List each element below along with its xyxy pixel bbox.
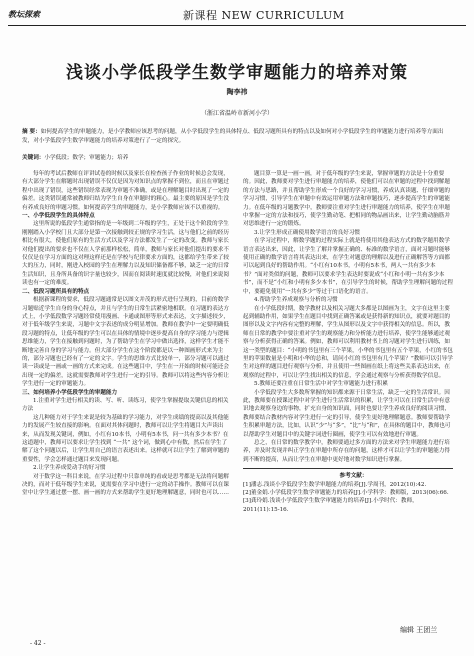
reference-item: [3]龚玲娟.浅谈小学低段学生数学审题能力的培养[J].小学时代：教师，2011(11):15-16. bbox=[243, 498, 418, 513]
right-column bbox=[243, 170, 453, 514]
section-heading: 一、小学低段学生的具体特点 bbox=[22, 213, 95, 220]
paragraph: 这几种能力对于学生来说是较为基础的学习能力，对学生成绩的提高以及其他能力的发展产生较直接的影响。在面对其体问题时，教师可以让学生将题目大声读出来，从而发现关键词，例如，小红有10本书，小明有5本书，问一共有多少本书？在这道题中，教师可以要求让学生找到 “一共” 这个词，做到心中有数，然后在学生了解了这个问题以后，让学生用自己的语言表述出来。这样就可以让学生了解到审题的重要性，学会怎样通过题目来发现问题。 bbox=[22, 414, 229, 463]
section-heading: 二、低段习题所具有的特点 bbox=[22, 288, 90, 295]
paragraph: 4.帮助学生养成观察与分析的习惯 bbox=[254, 297, 338, 304]
left-column bbox=[22, 170, 232, 498]
paragraph: 题目算一算是一画一画，对于低年级的学生来说，掌握审题的方法是十分重要的。因此，教师要对学生进行审题能力的培养，使他们可以在审题的过程中找到解题的方法与思路，并且帮助学生形成一个良好的学习习惯，养成认真读题、仔细审题的学习习惯，引导学生在审题中有效运用审题方法和审题技巧，逐步提高学生的审题能力。在低年级的习题教学中，教师要注重对学生进行审题能力的培养，使学生在审题中掌握一定的方法和技巧，使学生勤动笔、把相同的物品画出来，让学生勤动脑筋并对思维进行一定的锻炼。 bbox=[243, 171, 450, 228]
editor-credit: 编辑 王团兰 bbox=[400, 626, 438, 634]
paragraph: 在小学低段时期，数学教材以及相关习题大多都是以图画为主，文字在这里主要起到辅助作用，如果学生在题目中找到正确答案或是获得新的知识点，就要对题目的图形以及文字内容有完整的理解，学生从图形以及文字中获得相关的信息。所以，教师在日常的教学中要注重对学生的观察能力和分析能力进行培养，使学生能够通过观察与分析获得正确的答案。例如，教师可以利用教材书上的习题对学生进行训练，如这一类型的题目：“小明的书包里有三个苹果，小华的书包里有五个苹果，小红的书包里的苹果数量是小明和小华的总和，请问小红的书包里有几个苹果？”教师可以引导学生对这样的题目进行观察与分析，并且使用一些图画在纸上将这些关系表达出来，在观察的过程中，可以让学生找出相关的信息，学会通过观察与分析获得数学信息。 bbox=[243, 305, 453, 379]
paragraph: 3.让学生形成正确使用数学语言的良好习惯 bbox=[254, 229, 361, 236]
paragraph: 每年的考试后教师在评讲试卷的时候以及家长在检查孩子作业的时候总会发现，有大部分学生在解题时出现错误不仅仅是因为对知识点的掌握不到位，而且在审题过程中出现了错误，这些错误经常表现为审题不准确，或是在理解题目时出现了一定的偏差。这类错误通常被教师归结为学生自身在审题时的粗心。最主要的原因是学生没有养成良好的审题习惯。如何提高学生的审题能力，是小学教师应该不以重视的。 bbox=[22, 171, 229, 211]
abstract-text: 如何提高学生的审题能力，是小学教师应该思考的问题，从小学低段学生的具体特点、低段习题所具有的特点以及如何对小学低段学生的审题能力进行培养等方面出发，对小学低段学生数学审题能力的培养对策进行了一定的探究。 bbox=[22, 129, 444, 144]
article-title: 浅谈小学低段学生数学审题能力的培养对策 bbox=[66, 63, 408, 83]
journal-title: 新课程 NEW CURRICULUM bbox=[183, 9, 345, 22]
paragraph: 总之，在日常的数学教学中，教师要通过多方面的方法来对学生审题能力进行培养，并及时发现并纠正学生在审题中所存在的问题，这样才可以让学生的审题能力得到不断的提高，从而让学生在审题中更好地对数学知识进行掌握。 bbox=[243, 440, 450, 463]
references-title: 参考文献： bbox=[339, 473, 368, 480]
paragraph: 1.注重对学生进行相关的读、写、听、读练习，使学生掌握提取关键信息的相关方法 bbox=[22, 397, 229, 413]
article-affiliation: （浙江省温岭市新河小学） bbox=[200, 110, 273, 117]
paragraph: 2.让学生养成爱动手的好习惯 bbox=[33, 465, 106, 472]
references-divider bbox=[243, 468, 453, 469]
paragraph: 对于数学这一科目来说，在学习过程中只靠单纯的看或是思考都是无法将问题解决的，而对于低年级学生来说，更需要在学习中进行一定的动手操作。教师可以在课堂中让学生通过摆一摆、画一画的方式来帮助学生更好地理解题意，同时也可以…… bbox=[22, 473, 229, 497]
keywords bbox=[22, 154, 452, 162]
reference-item: [2]董金娟.小学低段学生数学审题能力的培养[J].小学科学：教师版，2013(06):66. bbox=[243, 490, 449, 497]
keywords-text: 小学低段；数学；审题能力；培养 bbox=[44, 155, 129, 161]
abstract bbox=[22, 128, 452, 145]
page-number: - 42 - bbox=[30, 640, 46, 647]
section-heading: 三、如何培养小学低段学生的审题能力 bbox=[22, 389, 118, 396]
paragraph: 在学习过程中，解数学题的过程实际上就是将使用其他表达方式的数学题用数学语言表达出来，因此，让学生了解并掌握正确的、标准的数学语言，面对习题时能够使用正确的数学语言将其表达出来，在学生对题意的理解以及进行正确解答等方面都可以起到良好的帮助作用。“小红有10本书，小明有5本书，两人一共有多少本书？”面对类似的问题，教师可以要求学生表达时要说成“小红和小明一共有多少本书”，而不是“小红和小明有多少本书”，在引导学生的时候，帮助学生理解问题的过程中，要避免使用“一共有多少”等过于口语化的语言。 bbox=[243, 238, 453, 295]
keywords-label: 关键词： bbox=[22, 155, 45, 161]
paragraph: 这里所说的低段学生通常指的是一年级到二年级的学生，正处于这个阶段的学生刚刚踏入小学校门且大部分是第一次接触到较正规的学习生活，这与他们之前的经历相比有很大，使他们原有的生活方式以及学习方法都发生了一定的改变。教师与家长对他们提出的要求也不仅在人学前那样松松，简单，教师与家长对他们提出的要求不仅仅是在学习方面的这对理这样还是在学校与纪律要求方面的，这都给学生带来了较大的压力，同时，刚进入校园的学生在理解力以及知识储备都不够，缺乏一定的日常生活知识，且身所具备的识字量也较少，因而在阅读时速度就比较慢，对他们来说阅读也有一定的难度。 bbox=[22, 221, 229, 287]
abstract-label: 摘 要： bbox=[22, 129, 41, 135]
page-header bbox=[8, 6, 466, 26]
paragraph: 小学低段学生大多数所掌握的知识都来源于日常生活，缺乏一定的生活常识。因此，教师要在授课过程中对学生进行生活常识的积累，让学生可以在日常生活中有意识地去观察身边的事物，扩充自身的知识面，同时也要让学生养成良好的阅读习惯，教师要结合教材内容对学生进行一定的引导，使学生更好地理解题意。教师要帮助学生积累审题方法，比如，认识“少”与“多”，“比”与“和”，在具体的题目中，教师也可以帮助学生对题目中的关键字词进行圈画，使学生可以有效地进行审题。 bbox=[243, 389, 451, 438]
reference-item: [1]潘志.浅谈小学低段学生数学审题能力的培养[J].学周刊，2012(10):42. bbox=[243, 481, 427, 488]
article-author: 陶李祎 bbox=[226, 87, 248, 96]
section-label: 教坛探索 bbox=[8, 9, 40, 19]
paragraph: 5.教师还要注重在日常生活中对学生审题能力进行积累 bbox=[254, 381, 388, 388]
header-rule bbox=[8, 25, 466, 26]
paragraph: 根据新课程的要求，低段习题通常是以图文并茂的形式进行呈现的，目前的数学习题贴近学生自身的身心特点，并且与学生的日常生活紧密地相联。在习题的表达方式上，小学低段数学习题经常使用漫画、卡通或图形等形式来表达，文字描述较少，对于低年级学生来说，习题中文字表述的成分明显增加。教师在教学中一定要明确低段习题的特点，让低年级的学生可以在具体的情境中逐步提高自身的学习能力与逻辑思维能力，学生在接触到问题时，为了帮助学生在学习中做出选择，这样学生才能不断地完善自身的学习与能力。但大部分学生在这个阶段都是以一种图画形式来为主的，部分习题也已经有了一定的文字。学生的思维方式比较单一，部分习题可以通过读一读或是一画或一画的方式来完成。在这些题目中，学生在一开始的时候可能还会出现一定的偏差，这就需要教师对学生进行一定的引导。教师可以将这些内容分析让学生进行一定的审题能力。 bbox=[22, 297, 229, 388]
